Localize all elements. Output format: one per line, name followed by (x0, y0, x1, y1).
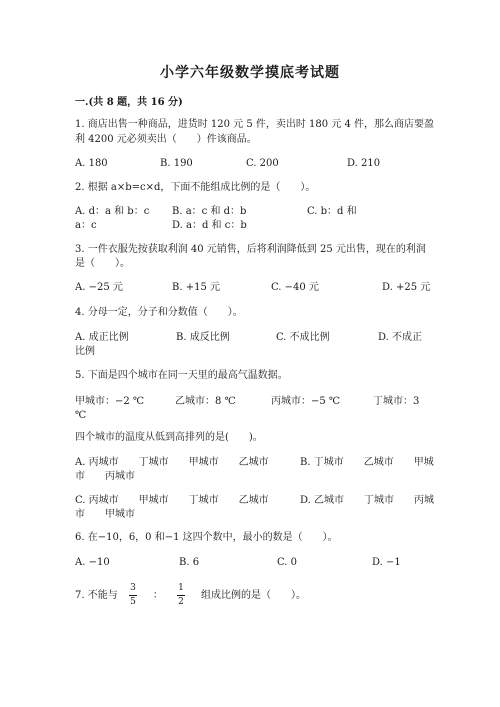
fraction-2-numerator: 1 (178, 583, 184, 593)
q1-option-d: D. 210 (347, 158, 381, 169)
q5-option-b: B. 丁城市 乙城市 甲城 (300, 457, 434, 468)
fraction-one-half (177, 583, 185, 608)
q3-option-a: A. −25 元 (75, 282, 123, 293)
q5-temp-yi: 乙城市：8 ℃ (175, 396, 236, 407)
q4-option-d: D. 不成正 (378, 332, 423, 343)
q2-option-c-wrap: a：c (75, 220, 97, 231)
q6-option-c: C. 0 (277, 557, 298, 568)
q6-option-a: A. −10 (75, 557, 110, 568)
q1-option-a: A. 180 (75, 158, 108, 169)
q5-option-d-wrap: 市 甲城市 (75, 509, 135, 520)
question-1-line-2: 利 4200 元必须卖出（ ）件该商品。 (75, 134, 257, 145)
q2-option-d: D. a：d 和 c：b (172, 220, 247, 231)
q4-option-a: A. 成正比例 (75, 332, 129, 343)
q5-option-d: D. 乙城市 丁城市 丙城 (300, 495, 435, 506)
question-6-line-1: 6. 在−10，6，0 和−1 这四个数中，最小的数是（ ）。 (75, 532, 338, 543)
fraction-1-bar (129, 595, 137, 596)
q2-option-b: B. a：c 和 d：b (172, 206, 247, 217)
fraction-1-numerator: 3 (130, 583, 136, 593)
section-heading: 一.(共 8 题，共 16 分) (75, 97, 183, 108)
q4-option-d-wrap: 比例 (75, 346, 95, 357)
q5-temp-bing: 丙城市：−5 ℃ (271, 396, 341, 407)
q4-option-c: C. 不成比例 (276, 332, 330, 343)
question-7-suffix: 组成比例的是（ ）。 (201, 590, 306, 601)
q6-option-d: D. −1 (372, 557, 401, 568)
question-7-prefix: 7. 不能与 (75, 590, 118, 601)
question-1-line-1: 1. 商店出售一种商品，进货时 120 元 5 件，卖出时 180 元 4 件，那么商店要盈 (75, 119, 435, 130)
q3-option-b: B. +15 元 (172, 282, 220, 293)
q3-option-d: D. +25 元 (382, 282, 431, 293)
fraction-2-denominator: 2 (178, 597, 184, 607)
question-4-line-1: 4. 分母一定，分子和分数值（ ）。 (75, 307, 243, 318)
q2-option-a: A. d：a 和 b：c (75, 206, 150, 217)
q3-option-c: C. −40 元 (271, 282, 319, 293)
question-5-line-2: 四个城市的温度从低到高排列的是( )。 (75, 432, 263, 443)
exam-title: 小学六年级数学摸底考试题 (160, 65, 340, 81)
question-3-line-1: 3. 一件衣服先按获取利润 40 元销售，后将利润降低到 25 元出售，现在的利润 (75, 244, 426, 255)
q1-option-c: C. 200 (246, 158, 279, 169)
q1-option-b: B. 190 (160, 158, 193, 169)
fraction-three-fifths (129, 583, 137, 608)
q5-option-b-wrap: 市 丙城市 (75, 471, 135, 482)
question-5-line-1: 5. 下面是四个城市在同一天里的最高气温数据。 (75, 370, 288, 381)
question-3-line-2: 是（ ）。 (75, 258, 130, 269)
ratio-colon: ： (153, 590, 163, 601)
fraction-2-bar (177, 595, 185, 596)
q5-temp-ding: 丁城市：3 (373, 396, 420, 407)
q5-temp-jia: 甲城市：−2 ℃ (75, 396, 145, 407)
q5-option-c: C. 丙城市 甲城市 丁城市 乙城市 (75, 495, 269, 506)
q5-temp-wrap: ℃ (75, 410, 87, 421)
fraction-1-denominator: 5 (130, 597, 136, 607)
question-2-line-1: 2. 根据 a×b=c×d，下面不能组成比例的是（ ）。 (75, 182, 316, 193)
q6-option-b: B. 6 (179, 557, 200, 568)
q5-option-a: A. 丙城市 丁城市 甲城市 乙城市 (75, 457, 269, 468)
q2-option-c: C. b：d 和 (307, 206, 357, 217)
q4-option-b: B. 成反比例 (176, 332, 230, 343)
